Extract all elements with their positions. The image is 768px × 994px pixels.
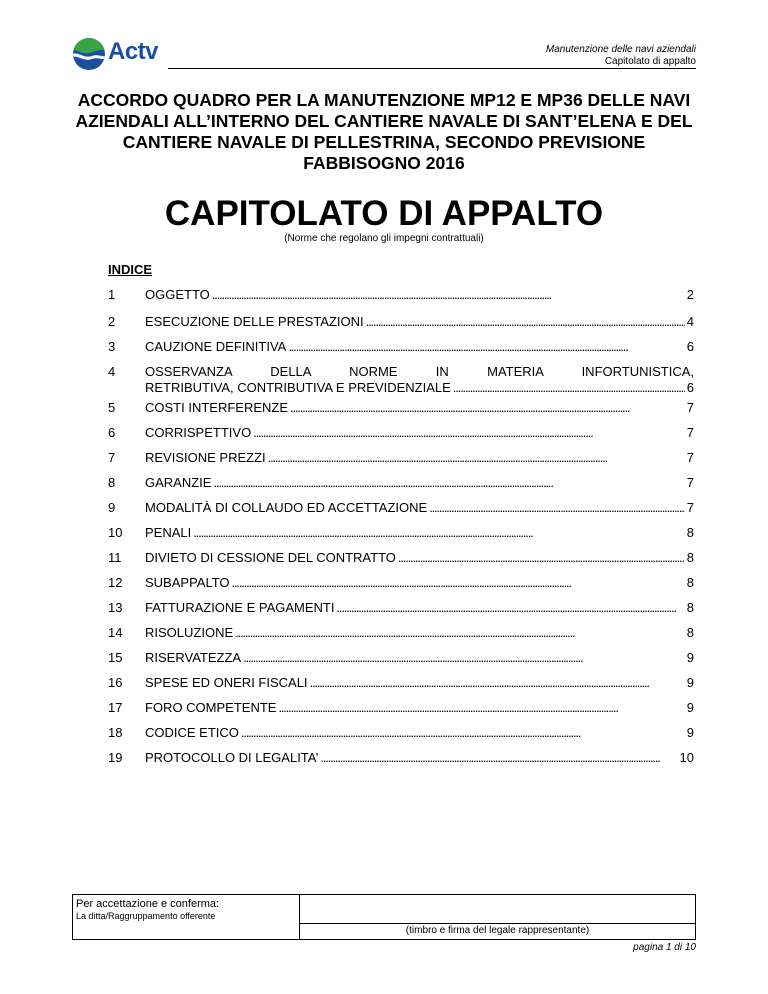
toc-entry-text <box>145 425 694 441</box>
toc-leader-dots <box>310 675 685 691</box>
toc-entry[interactable] <box>108 364 694 396</box>
toc-entry-title: SUBAPPALTO <box>145 575 230 590</box>
toc-entry-page: 8 <box>686 575 694 590</box>
toc-entry-number: 10 <box>108 525 123 540</box>
subtitle: (Norme che regolano gli impegni contrattuali) <box>284 233 484 244</box>
toc-entry-title: OGGETTO <box>145 287 210 302</box>
toc-entry-number: 1 <box>108 287 116 302</box>
toc-entry-title: FATTURAZIONE E PAGAMENTI <box>145 600 335 615</box>
toc-entry-line <box>145 650 694 666</box>
toc-entry-title: SPESE ED ONERI FISCALI <box>145 675 308 690</box>
toc-entry-page: 4 <box>686 314 694 329</box>
page-number: pagina 1 di 10 <box>633 942 696 953</box>
toc-entry-line <box>145 314 694 330</box>
toc-leader-dots <box>288 339 684 355</box>
toc-leader-dots <box>398 550 685 566</box>
toc-entry-number: 4 <box>108 364 116 379</box>
toc-entry-title: DIVIETO DI CESSIONE DEL CONTRATTO <box>145 550 396 565</box>
actv-logo <box>72 36 172 72</box>
toc-entry-page: 9 <box>686 650 694 665</box>
toc-entry-text <box>145 600 694 616</box>
toc-entry-number: 2 <box>108 314 116 329</box>
toc-entry[interactable] <box>108 314 694 330</box>
toc-entry-page: 7 <box>686 425 694 440</box>
toc-entry-text <box>145 364 694 396</box>
toc-entry-number: 17 <box>108 700 123 715</box>
toc-entry-page: 8 <box>686 550 694 565</box>
toc-leader-dots <box>268 450 685 466</box>
toc-entry-text <box>145 500 694 516</box>
header-divider <box>168 68 696 69</box>
toc-entry-line <box>145 450 694 466</box>
toc-entry-number: 7 <box>108 450 116 465</box>
toc-entry-number: 9 <box>108 500 116 515</box>
toc-entry-number: 8 <box>108 475 116 490</box>
toc-entry[interactable] <box>108 625 694 641</box>
toc-entry[interactable] <box>108 425 694 441</box>
toc-entry[interactable] <box>108 650 694 666</box>
toc-entry-number: 14 <box>108 625 123 640</box>
toc-entry[interactable] <box>108 675 694 691</box>
actv-logo-mark-icon <box>72 37 106 71</box>
toc-entry-line <box>145 625 694 641</box>
signature-line <box>300 923 695 924</box>
signature-box <box>72 894 696 940</box>
toc-leader-dots <box>213 475 684 491</box>
toc-entry-title-line1: OSSERVANZA DELLA NORME IN MATERIA INFORTUNISTICA, <box>145 364 694 379</box>
toc-entry-page: 8 <box>686 625 694 640</box>
toc-entry-title: RISERVATEZZA <box>145 650 242 665</box>
toc-entry-number: 12 <box>108 575 123 590</box>
toc-entry[interactable] <box>108 450 694 466</box>
main-title: CAPITOLATO DI APPALTO <box>164 194 604 233</box>
toc-leader-dots <box>278 700 684 716</box>
toc-leader-dots <box>241 725 685 741</box>
toc-entry-page: 9 <box>686 700 694 715</box>
toc-entry-title: CAUZIONE DEFINITIVA <box>145 339 287 354</box>
toc-entry-number: 13 <box>108 600 123 615</box>
toc-entry-page: 6 <box>686 339 694 354</box>
toc-entry-line <box>145 525 694 541</box>
toc-entry[interactable] <box>108 287 694 303</box>
toc-entry-page: 9 <box>686 675 694 690</box>
toc-leader-dots <box>453 380 685 396</box>
toc-entry-title: PENALI <box>145 525 192 540</box>
toc-entry-text <box>145 575 694 591</box>
toc-leader-dots <box>253 425 685 441</box>
toc-entry-page: 2 <box>686 287 694 302</box>
toc-entry[interactable] <box>108 550 694 566</box>
toc-entry-line <box>145 380 694 396</box>
toc-entry-title: CORRISPETTIVO <box>145 425 252 440</box>
toc-entry-title: FORO COMPETENTE <box>145 700 277 715</box>
toc-entry[interactable] <box>108 525 694 541</box>
toc-entry-title: ESECUZIONE DELLE PRESTAZIONI <box>145 314 364 329</box>
toc-entry-page: 7 <box>686 400 694 415</box>
toc-entry-page: 7 <box>686 475 694 490</box>
toc-entry[interactable] <box>108 700 694 716</box>
toc-entry-line <box>145 425 694 441</box>
toc-entry-title: REVISIONE PREZZI <box>145 450 266 465</box>
toc-entry-text <box>145 675 694 691</box>
toc-entry-text <box>145 550 694 566</box>
toc-entry-title: GARANZIE <box>145 475 212 490</box>
signature-label-cell <box>73 895 300 939</box>
toc-entry[interactable] <box>108 339 694 355</box>
toc-entry-title: COSTI INTERFERENZE <box>145 400 289 415</box>
toc-entry-line <box>145 475 694 491</box>
toc-entry-text <box>145 750 694 766</box>
signature-sublabel: La ditta/Raggruppamento offerente <box>76 911 216 921</box>
toc-entry-line <box>145 287 694 303</box>
toc-entry-line <box>145 750 694 766</box>
toc-entry-line <box>145 400 694 416</box>
toc-entry-text <box>145 287 694 303</box>
toc-leader-dots <box>232 575 685 591</box>
toc-entry-title: RISOLUZIONE <box>145 625 234 640</box>
toc-entry-page: 7 <box>686 450 694 465</box>
toc-entry-line <box>145 500 694 516</box>
header-line2: Capitolato di appalto <box>604 56 696 67</box>
toc-leader-dots <box>235 625 685 641</box>
toc-entry-line <box>145 550 694 566</box>
toc-entry-line <box>145 575 694 591</box>
toc-entry-number: 15 <box>108 650 123 665</box>
toc-leader-dots <box>212 287 685 303</box>
toc-entry-number: 3 <box>108 339 116 354</box>
toc-leader-dots <box>243 650 685 666</box>
toc-entry-title: MODALITÀ DI COLLAUDO ED ACCETTAZIONE <box>145 500 428 515</box>
logo-text: Actv <box>108 38 159 65</box>
toc-entry-number: 6 <box>108 425 116 440</box>
toc-entry-text <box>145 725 694 741</box>
toc-entry-number: 19 <box>108 750 123 765</box>
toc-entry-title: RETRIBUTIVA, CONTRIBUTIVA E PREVIDENZIALE <box>145 380 451 395</box>
index-heading: INDICE <box>108 262 153 277</box>
toc-entry-text <box>145 700 694 716</box>
toc-entry-text <box>145 339 694 355</box>
toc-entry-page: 6 <box>686 380 694 395</box>
toc-entry[interactable] <box>108 400 694 416</box>
toc-leader-dots <box>193 525 685 541</box>
toc-entry-page: 9 <box>686 725 694 740</box>
toc-entry-text <box>145 475 694 491</box>
toc-entry-text <box>145 525 694 541</box>
toc-entry-page: 8 <box>686 525 694 540</box>
toc-entry[interactable] <box>108 600 694 616</box>
toc-entry-title: PROTOCOLLO DI LEGALITA’ <box>145 750 319 765</box>
toc-entry-line <box>145 600 694 616</box>
toc-entry-number: 16 <box>108 675 123 690</box>
toc-entry-text <box>145 450 694 466</box>
toc-entry-line <box>145 675 694 691</box>
document-title: ACCORDO QUADRO PER LA MANUTENZIONE MP12 E MP36 DELLE NAVI AZIENDALI ALL’INTERNO DEL CANTIERE NAVALE DI SANT’ELENA E DEL CANTIERE NAVALE DI PELLESTRINA, SECONDO PREVISIONE FABBISOGNO 2016 <box>75 90 693 173</box>
toc-leader-dots <box>336 600 684 616</box>
toc-entry[interactable] <box>108 475 694 491</box>
toc-entry[interactable] <box>108 725 694 741</box>
toc-leader-dots <box>320 750 677 766</box>
toc-entry-number: 5 <box>108 400 116 415</box>
toc-entry-text <box>145 314 694 330</box>
toc-entry[interactable] <box>108 750 694 766</box>
toc-entry-line <box>145 700 694 716</box>
toc-entry-number: 18 <box>108 725 123 740</box>
header-line1: Manutenzione delle navi aziendali <box>545 44 696 55</box>
toc-entry-text <box>145 625 694 641</box>
toc-entry-number: 11 <box>108 550 122 565</box>
toc-leader-dots <box>290 400 685 416</box>
toc-entry-text <box>145 650 694 666</box>
running-header <box>546 44 696 68</box>
signature-label: Per accettazione e conferma: <box>76 898 220 910</box>
toc-entry-page: 8 <box>686 600 694 615</box>
toc-entry[interactable] <box>108 500 694 516</box>
signature-caption: (timbro e firma del legale rappresentante) <box>405 925 590 936</box>
toc-entry-line <box>145 725 694 741</box>
toc-entry-line <box>145 339 694 355</box>
toc-entry-page: 10 <box>679 750 694 765</box>
toc-leader-dots <box>429 500 685 516</box>
toc-entry[interactable] <box>108 575 694 591</box>
toc-entry-page: 7 <box>686 500 694 515</box>
toc-leader-dots <box>366 314 685 330</box>
toc-entry-text <box>145 400 694 416</box>
toc-entry-title: CODICE ETICO <box>145 725 239 740</box>
